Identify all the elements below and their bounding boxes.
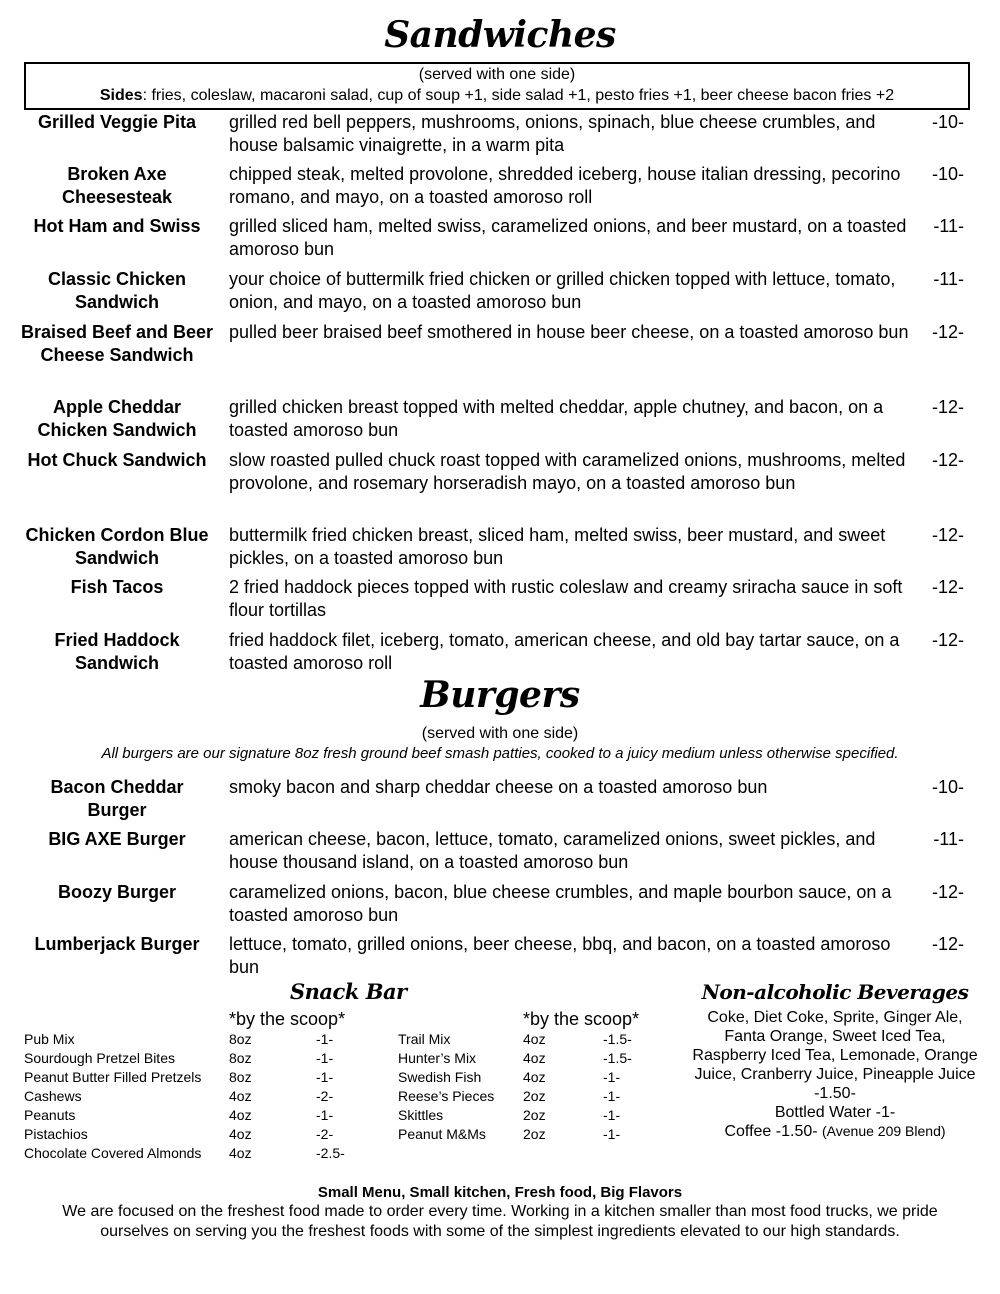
snack-price: -1- <box>603 1107 621 1123</box>
item-name: Bacon Cheddar Burger <box>50 777 184 820</box>
snack-amount: 2oz <box>523 1126 546 1142</box>
burgers-note: All burgers are our signature 8oz fresh ground beef smash patties, cooked to a juicy medium unless otherwise specified. <box>101 745 899 762</box>
item-price: -11- <box>933 216 964 236</box>
sides-box <box>24 62 970 110</box>
snack-price: -2- <box>316 1126 334 1142</box>
snack-amount: 4oz <box>229 1088 252 1104</box>
snack-price: -1- <box>603 1126 621 1142</box>
snack-amount: 8oz <box>229 1031 252 1047</box>
item-desc: lettuce, tomato, grilled onions, beer cheese, bbq, and bacon, on a toasted amoroso bun <box>229 934 891 977</box>
item-price: -10- <box>931 112 964 132</box>
sandwiches-title: Sandwiches <box>384 14 616 56</box>
item-price: -12- <box>931 630 964 650</box>
sides-text: : fries, coleslaw, macaroni salad, cup of soup +1, side salad +1, pesto fries +1, beer cheese bacon fries +2 <box>142 87 895 104</box>
item-desc: pulled beer braised beef smothered in house beer cheese, on a toasted amoroso bun <box>229 322 909 342</box>
sandwiches-served-note: (served with one side) <box>418 66 576 83</box>
item-desc: smoky bacon and sharp cheddar cheese on a toasted amoroso bun <box>229 777 768 797</box>
snack-name: Pub Mix <box>24 1031 75 1047</box>
snack-amount: 8oz <box>229 1050 252 1066</box>
snack-name: Reese’s Pieces <box>398 1088 495 1104</box>
item-price: -12- <box>931 322 964 342</box>
item-name: Hot Ham and Swiss <box>33 216 201 236</box>
item-desc: grilled sliced ham, melted swiss, caramelized onions, and beer mustard, on a toasted amoroso bun <box>229 216 907 259</box>
beverages-list <box>690 1008 980 1141</box>
snack-price: -1- <box>603 1088 621 1104</box>
snack-name: Peanut M&Ms <box>398 1126 486 1142</box>
item-desc: slow roasted pulled chuck roast topped with caramelized onions, mushrooms, melted provolone, and rosemary horseradish mayo, on a toasted amoroso bun <box>229 450 906 493</box>
snack-name: Sourdough Pretzel Bites <box>24 1050 175 1066</box>
item-desc: chipped steak, melted provolone, shredded iceberg, house italian dressing, pecorino romano, and mayo, on a toasted amoroso roll <box>229 164 901 207</box>
snack-price: -1- <box>603 1069 621 1085</box>
snack-amount: 4oz <box>229 1107 252 1123</box>
snack-amount: 4oz <box>523 1069 546 1085</box>
item-price: -12- <box>931 882 964 902</box>
snack-list-left <box>24 1030 364 1170</box>
item-name: Grilled Veggie Pita <box>37 112 197 132</box>
snack-price: -1.5- <box>603 1031 632 1047</box>
item-price: -12- <box>931 934 964 954</box>
beverages-sodas-price: -1.50- <box>814 1085 856 1102</box>
snack-price: -1- <box>316 1107 334 1123</box>
item-desc: caramelized onions, bacon, blue cheese crumbles, and maple bourbon sauce, on a toasted amoroso bun <box>229 882 892 925</box>
item-name: Apple Cheddar Chicken Sandwich <box>37 397 197 440</box>
snack-name: Peanuts <box>24 1107 76 1123</box>
item-desc: your choice of buttermilk fried chicken or grilled chicken topped with lettuce, tomato, onion, and mayo, on a toasted amoroso bun <box>229 269 896 312</box>
snack-amount: 4oz <box>523 1031 546 1047</box>
scoop-label-right: *by the scoop* <box>523 1009 640 1029</box>
footer-title: Small Menu, Small kitchen, Fresh food, Big Flavors <box>317 1184 683 1201</box>
snack-name: Trail Mix <box>398 1031 451 1047</box>
item-desc: grilled chicken breast topped with melted cheddar, apple chutney, and bacon, on a toasted amoroso bun <box>229 397 884 440</box>
snack-amount: 4oz <box>523 1050 546 1066</box>
snack-name: Pistachios <box>24 1126 88 1142</box>
burgers-title: Burgers <box>420 674 580 716</box>
item-name: Classic Chicken Sandwich <box>47 269 187 312</box>
item-price: -11- <box>933 269 964 289</box>
item-name: Boozy Burger <box>57 882 176 902</box>
item-price: -12- <box>931 525 964 545</box>
sides-label: Sides <box>99 87 143 104</box>
snack-name: Skittles <box>398 1107 444 1123</box>
snack-name: Peanut Butter Filled Pretzels <box>24 1069 202 1085</box>
snack-price: -2.5- <box>316 1145 345 1161</box>
snack-amount: 4oz <box>229 1145 252 1161</box>
item-price: -10- <box>931 164 964 184</box>
item-desc: grilled red bell peppers, mushrooms, onions, spinach, blue cheese crumbles, and house balsamic vinaigrette, in a warm pita <box>229 112 876 155</box>
item-name: Fish Tacos <box>70 577 164 597</box>
snack-price: -2- <box>316 1088 334 1104</box>
snack-name: Swedish Fish <box>398 1069 482 1085</box>
beverages-water: Bottled Water -1- <box>774 1104 896 1121</box>
beverages-coffee-line <box>690 1122 980 1141</box>
item-name: Fried Haddock Sandwich <box>54 630 180 673</box>
snack-amount: 4oz <box>229 1126 252 1142</box>
item-name: BIG AXE Burger <box>48 829 186 849</box>
item-price: -11- <box>933 829 964 849</box>
snack-name: Chocolate Covered Almonds <box>24 1145 202 1161</box>
footer-body: We are focused on the freshest food made to order every time. Working in a kitchen smaller than most food trucks, we pride ourselves on serving you the freshest foods with some of the simplest ingredients elevated to our high standards. <box>62 1203 938 1240</box>
item-price: -12- <box>931 450 964 470</box>
item-desc: buttermilk fried chicken breast, sliced ham, melted swiss, beer mustard, and sweet pickles, on a toasted amoroso bun <box>229 525 886 568</box>
item-name: Broken Axe Cheesesteak <box>61 164 173 207</box>
snack-amount: 2oz <box>523 1088 546 1104</box>
item-name: Lumberjack Burger <box>34 934 200 954</box>
item-desc: american cheese, bacon, lettuce, tomato, caramelized onions, sweet pickles, and house thousand island, on a toasted amoroso bun <box>229 829 876 872</box>
burgers-served-note: (served with one side) <box>421 725 579 742</box>
snack-amount: 2oz <box>523 1107 546 1123</box>
item-name: Hot Chuck Sandwich <box>27 450 207 470</box>
item-name: Chicken Cordon Blue Sandwich <box>25 525 209 568</box>
sides-line <box>26 85 968 106</box>
snack-list-right <box>398 1030 658 1150</box>
beverages-title: Non-alcoholic Beverages <box>701 980 969 1004</box>
beverages-sodas: Coke, Diet Coke, Sprite, Ginger Ale, Fanta Orange, Sweet Iced Tea, Raspberry Iced Tea, Lemonade, Orange Juice, Cranberry Juice, Pineapple Juice <box>692 1009 978 1083</box>
beverages-coffee-note: (Avenue 209 Blend) <box>822 1123 946 1139</box>
snack-name: Cashews <box>24 1088 82 1104</box>
item-desc: fried haddock filet, iceberg, tomato, american cheese, and old bay tartar sauce, on a toasted amoroso roll <box>229 630 900 673</box>
snack-price: -1- <box>316 1050 334 1066</box>
item-desc: 2 fried haddock pieces topped with rustic coleslaw and creamy sriracha sauce in soft flour tortillas <box>229 577 903 620</box>
beverages-coffee: Coffee -1.50- <box>724 1123 818 1140</box>
snack-name: Hunter’s Mix <box>398 1050 477 1066</box>
item-price: -12- <box>931 577 964 597</box>
snack-amount: 8oz <box>229 1069 252 1085</box>
snack-price: -1- <box>316 1031 334 1047</box>
item-price: -12- <box>931 397 964 417</box>
snack-price: -1- <box>316 1069 334 1085</box>
item-name: Braised Beef and Beer Cheese Sandwich <box>20 322 214 365</box>
snack-bar-title: Snack Bar <box>290 979 407 1004</box>
scoop-label-left: *by the scoop* <box>229 1009 346 1029</box>
snack-price: -1.5- <box>603 1050 632 1066</box>
item-price: -10- <box>931 777 964 797</box>
